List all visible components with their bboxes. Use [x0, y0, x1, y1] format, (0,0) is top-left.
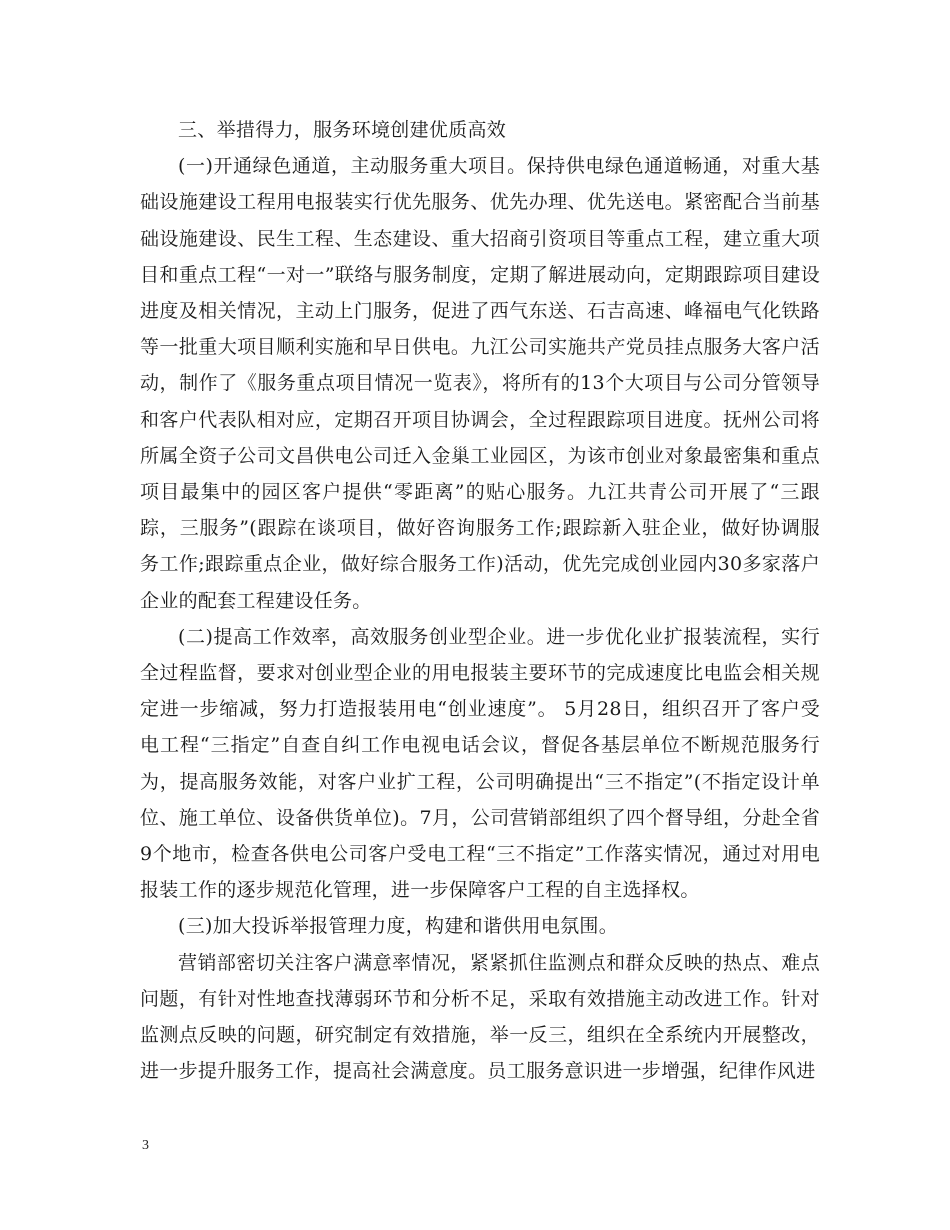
paragraph-green-channel: (一)开通绿色通道，主动服务重大项目。保持供电绿色通道畅通，对重大基础设施建设工程用电报装实行优先服务、优先办理、优先送电。紧密配合当前基础设施建设、民生工程、生态建设、重大招商引资项目等重点工程，建立重大项目和重点工程“一对一”联络与服务制度，定期了解进展动向，定期跟踪项目建设进度及相关情况，主动上门服务，促进了西气东送、石吉高速、峰福电气化铁路等一批重大项目顺利实施和早日供电。九江公司实施共产党员挂点服务大客户活动，制作了《服务重点项目情况一览表》，将所有的13个大项目与公司分管领导和客户代表队相对应，定期召开项目协调会，全过程跟踪项目进度。抚州公司将所属全资子公司文昌供电公司迁入金巢工业园区，为该市创业对象最密集和重点项目最集中的园区客户提供“零距离”的贴心服务。九江共青公司开展了“三跟踪，三服务”(跟踪在谈项目，做好咨询服务工作;跟踪新入驻企业，做好协调服务工作;跟踪重点企业，做好综合服务工作)活动，优先完成创业园内30多家落户企业的配套工程建设任务。: [140, 155, 820, 612]
paragraph-marketing-department: 营销部密切关注客户满意率情况，紧紧抓住监测点和群众反映的热点、难点问题，有针对性地查找薄弱环节和分析不足，采取有效措施主动改进工作。针对监测点反映的问题，研究制定有效措施，举一反三，组织在全系统内开展整改，进一步提升服务工作，提高社会满意度。员工服务意识进一步增强，纪律作风进: [140, 951, 820, 1083]
paragraph-work-efficiency: (二)提高工作效率，高效服务创业型企业。进一步优化业扩报装流程，实行全过程监督，要求对创业型企业的用电报装主要环节的完成速度比电监会相关规定进一步缩减，努力打造报装用电“创业速度”。 5月28日，组织召开了客户受电工程“三指定”自查自纠工作电视电话会议，督促各基层单位不断规范服务行为，提高服务效能，对客户业扩工程，公司明确提出“三不指定”(不指定设计单位、施工单位、设备供货单位)。7月，公司营销部组织了四个督导组，分赴全省9个地市，检查各供电公司客户受电工程“三不指定”工作落实情况，通过对用电报装工作的逐步规范化管理，进一步保障客户工程的自主选择权。: [140, 625, 820, 902]
section-heading: 三、举措得力，服务环境创建优质高效: [178, 119, 507, 141]
document-body: [140, 112, 820, 1089]
page-number: 3: [142, 1138, 149, 1153]
paragraph-complaint-management: (三)加大投诉举报管理力度，构建和谐供用电氛围。: [178, 915, 619, 938]
